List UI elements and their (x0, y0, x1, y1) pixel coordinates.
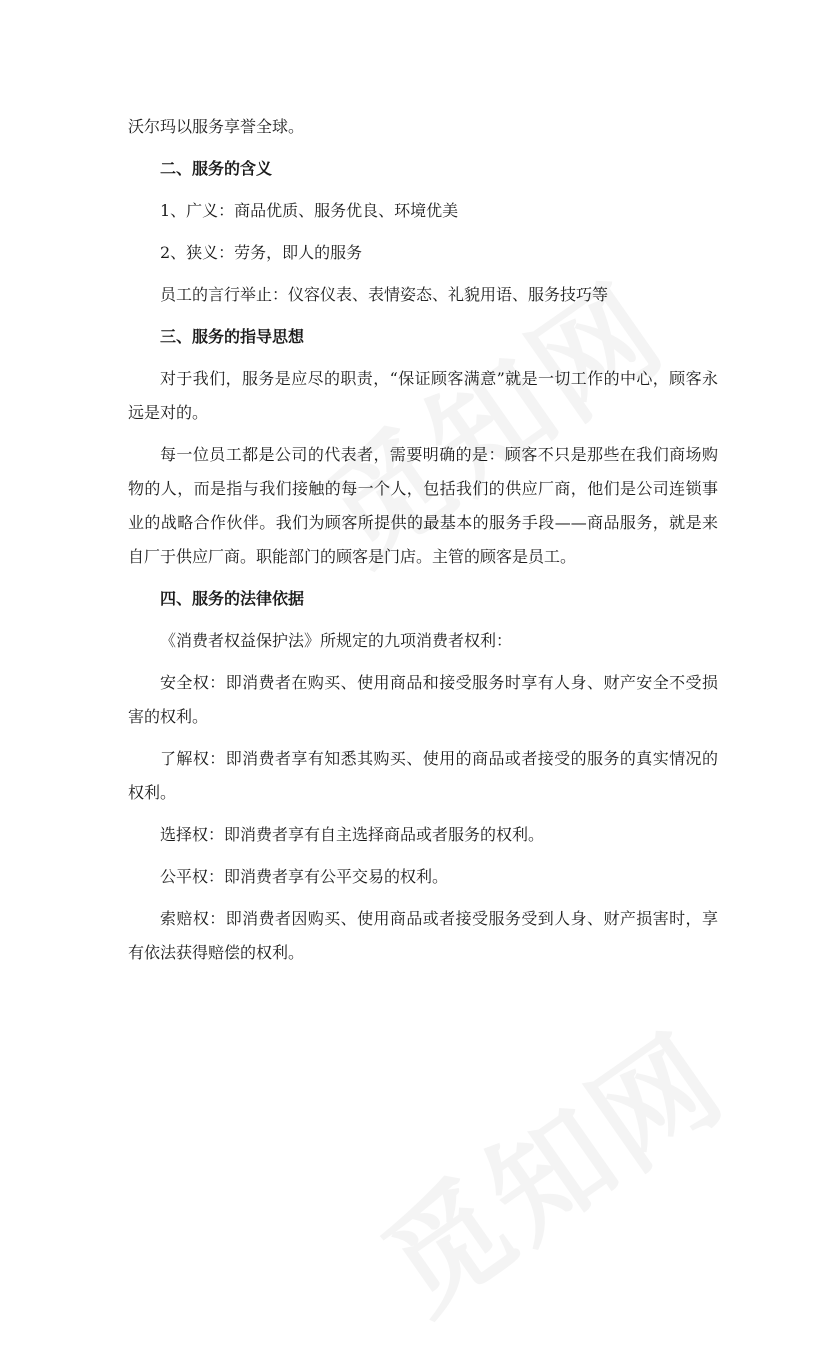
paragraph: 选择权：即消费者享有自主选择商品或者服务的权利。 (160, 825, 545, 844)
section-heading: 二、服务的含义 (160, 159, 273, 178)
paragraph: 索赔权：即消费者因购买、使用商品或者接受服务受到人身、财产损害时，享有依法获得赔偿的权利。 (128, 909, 718, 962)
paragraph: 《消费者权益保护法》所规定的九项消费者权利： (160, 631, 513, 650)
paragraph: 安全权：即消费者在购买、使用商品和接受服务时享有人身、财产安全不受损害的权利。 (128, 673, 718, 726)
section-heading: 三、服务的指导思想 (160, 327, 305, 346)
document-page (128, 110, 718, 978)
paragraph: 公平权：即消费者享有公平交易的权利。 (160, 867, 449, 886)
paragraph: 2、狭义：劳务，即人的服务 (160, 243, 363, 262)
section-heading: 四、服务的法律依据 (160, 589, 305, 608)
paragraph: 1、广义：商品优质、服务优良、环境优美 (160, 201, 459, 220)
watermark (345, 987, 753, 1345)
paragraph: 沃尔玛以服务享誉全球。 (128, 117, 305, 136)
paragraph: 员工的言行举止：仪容仪表、表情姿态、礼貌用语、服务技巧等 (160, 285, 609, 304)
paragraph: 了解权：即消费者享有知悉其购买、使用的商品或者接受的服务的真实情况的权利。 (128, 749, 718, 802)
paragraph: 对于我们，服务是应尽的职责，“保证顾客满意”就是一切工作的中心，顾客永远是对的。 (128, 369, 718, 422)
paragraph: 每一位员工都是公司的代表者，需要明确的是：顾客不只是那些在我们商场购物的人，而是指与我们接触的每一个人，包括我们的供应厂商，他们是公司连锁事业的战略合作伙伴。我们为顾客所提供的最基本的服务手段——商品服务，就是来自厂于供应厂商。职能部门的顾客是门店。主管的顾客是员工。 (128, 445, 718, 566)
